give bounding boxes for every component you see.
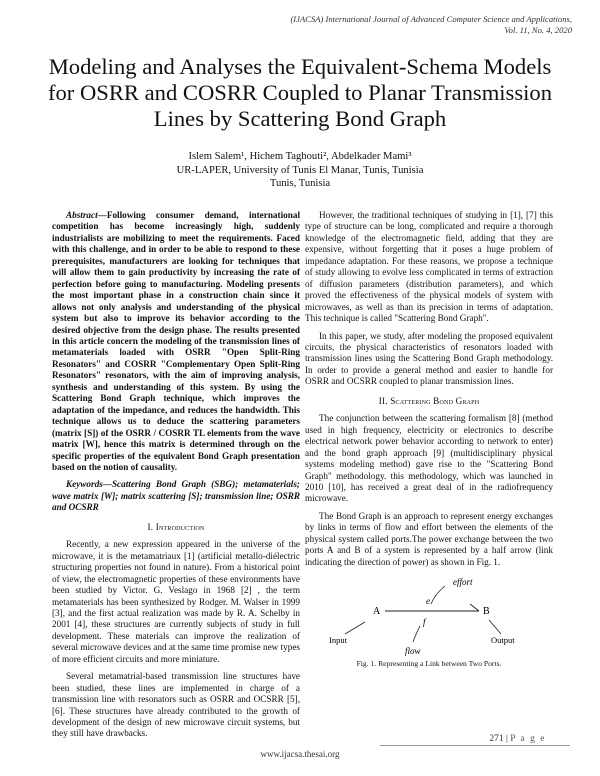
input-label: Input xyxy=(329,635,347,646)
intro-paragraph-2: Several metamatrial-based transmission line structures have been studied, these lines are implemented in charge of a transmission line with resonators such as OSRR and OCSRR [5], [6]. These structures have already contributed to the growth of development of the design of new microwave circuit systems, but they still have drawbacks. xyxy=(52,671,300,739)
bond-link-diagram xyxy=(305,574,553,656)
effort-pointer-line xyxy=(431,586,445,604)
left-column xyxy=(52,210,300,746)
abstract-text: Following consumer demand, international competition has become increasingly high, suddenly industrialists are mobilizing to meet the requirements. Faced with this challenge, and in order to be able to respond to these prerequisites, manufacturers are looking for techniques that will allow them to gain productivity by increasing the rate of perfection before going to manufacturing. Modeling presents the most important phase in a construction chain since it allows not only analysis and understanding of the physical system but also to improve its behavior according to the desired objective from the design phase. The results presented in this article concern the modeling of the transmission lines of metamaterials loaded with OSRR "Open Split-Ring Resonators" and COSRR "Complementary Open Split-Ring Resonators" resonators, with the aim of improving analysis, synthesis and understanding of this system. By using the Scattering Bond Graph technique, which improves the adaptation of the impedance, and reduces the handwidth. This technique allows us to deduce the scattering parameters (matrix [S]) of the OSRR / COSRR TL elements from the wave matrix [W], hence this matrix is determined through on the specific properties of the equivalent Bond Graph presentation based on the notion of causality. xyxy=(52,210,300,472)
input-pointer-line xyxy=(345,622,365,634)
abstract-label: Abstract— xyxy=(66,210,107,220)
figure-1 xyxy=(305,574,553,656)
output-pointer-line xyxy=(489,620,501,634)
intro-paragraph-3: However, the traditional techniques of studying in [1], [7] this type of structure can be long, complicated and require a thorough knowledge of the electromagnetic field, adding that they are expensive, without forgetting that it poses a huge problem of impedance adaptation. For these reasons, we propose a technique of study allowing to evolve less complicated in terms of extraction of diffusion parameters (distribution parameters), and which proved the effectiveness of the physical models of system with microwaves, as well as than its precision in terms of adaptation. This technique is called "Scattering Bond Graph". xyxy=(305,210,553,324)
sbg-paragraph-1: The conjunction between the scattering formalism [8] (method used in high frequency, electricity or electronics to describe electrical network power behavior according to network to enter) and the bond graph approach [9] (multidisciplinary physical systems modeling method) gave rise to the "Scattering Bond Graph" methodology. this methodology, which was launched in 2010 [10], has received a great deal of in the radiofrequency microwave. xyxy=(305,413,553,504)
section-heading-sbg: II. Scattering Bond Graph xyxy=(378,395,480,406)
port-a-label: A xyxy=(373,606,381,618)
authors-block xyxy=(40,150,560,191)
port-b-label: B xyxy=(483,606,490,618)
keywords-text: Scattering Bond Graph (SBG); metamaterials; wave matrix [W]; matrix scattering [S]; transmission line; OSRR and OCSRR xyxy=(52,479,300,513)
flow-pointer-line xyxy=(413,626,420,642)
half-arrow-icon xyxy=(470,604,479,611)
footer-url: www.ijacsa.thesai.org xyxy=(260,749,340,759)
journal-header-line1: (IJACSA) International Journal of Advanced Computer Science and Applications, xyxy=(290,14,572,24)
e-label: e xyxy=(426,596,430,607)
keywords xyxy=(52,479,300,513)
affiliation: UR-LAPER, University of Tunis El Manar, Tunis, Tunisia xyxy=(176,164,424,176)
paper-title: Modeling and Analyses the Equivalent-Schema Models for OSRR and COSRR Coupled to Planar Transmission Lines by Scattering Bond Graph xyxy=(47,54,553,131)
right-column xyxy=(305,210,553,670)
effort-label: effort xyxy=(453,577,473,588)
intro-paragraph-1: Recently, a new expression appeared in the universe of the microwave, it is the metamatriaux [1] (artificial metallo-diélectric structuring properties not found in nature). From a historical point of view, the electromagnetic properties of these environments have been studied by Victor. G. Veslago in 1968 [2] , the term metamaterials has been synthesized by Rodger. M. Walser in 1999 [3], and the first actual realization was made by R. A. Schelby in 2001 [4], these structures are currently subjects of study in full development. These materials can improve the realization of several microwave devices and at the same time promise new types of more efficient circuits and more miniature. xyxy=(52,539,300,664)
keywords-label: Keywords— xyxy=(66,479,112,490)
page-word: P a g e xyxy=(510,734,546,744)
section-heading-introduction: I. Introduction xyxy=(147,521,205,532)
sbg-paragraph-2: The Bond Graph is an approach to represent energy exchanges by links in terms of flow and effort between the elements of the physical system called ports.The power exchange between the two ports A and B of a system is represented by a half arrow (link indicating the direction of power) as shown in Fig. 1. xyxy=(305,510,553,567)
footer-rule xyxy=(380,745,570,746)
affiliation-city: Tunis, Tunisia xyxy=(269,178,331,189)
figure-1-caption: Fig. 1. Representing a Link between Two Ports. xyxy=(356,659,502,669)
output-label: Output xyxy=(491,635,515,646)
f-label: f xyxy=(423,617,426,628)
author-names: Islem Salem¹, Hichem Taghouti², Abdelkader Mami³ xyxy=(188,151,412,162)
journal-header-line2: Vol. 11, No. 4, 2020 xyxy=(504,25,572,35)
page-number xyxy=(489,734,546,744)
journal-header xyxy=(212,14,572,36)
page-number-value: 271 | xyxy=(489,734,511,744)
flow-label: flow xyxy=(405,646,421,657)
abstract xyxy=(52,210,300,473)
intro-paragraph-4: In this paper, we study, after modeling the proposed equivalent circuits, the physical characteristics of resonators loaded with transmission lines using the Scattering Bond Graph methodology. In order to provide a general method and easier to handle for OSRR and OCSRR coupled to planar transmission lines. xyxy=(305,330,553,387)
